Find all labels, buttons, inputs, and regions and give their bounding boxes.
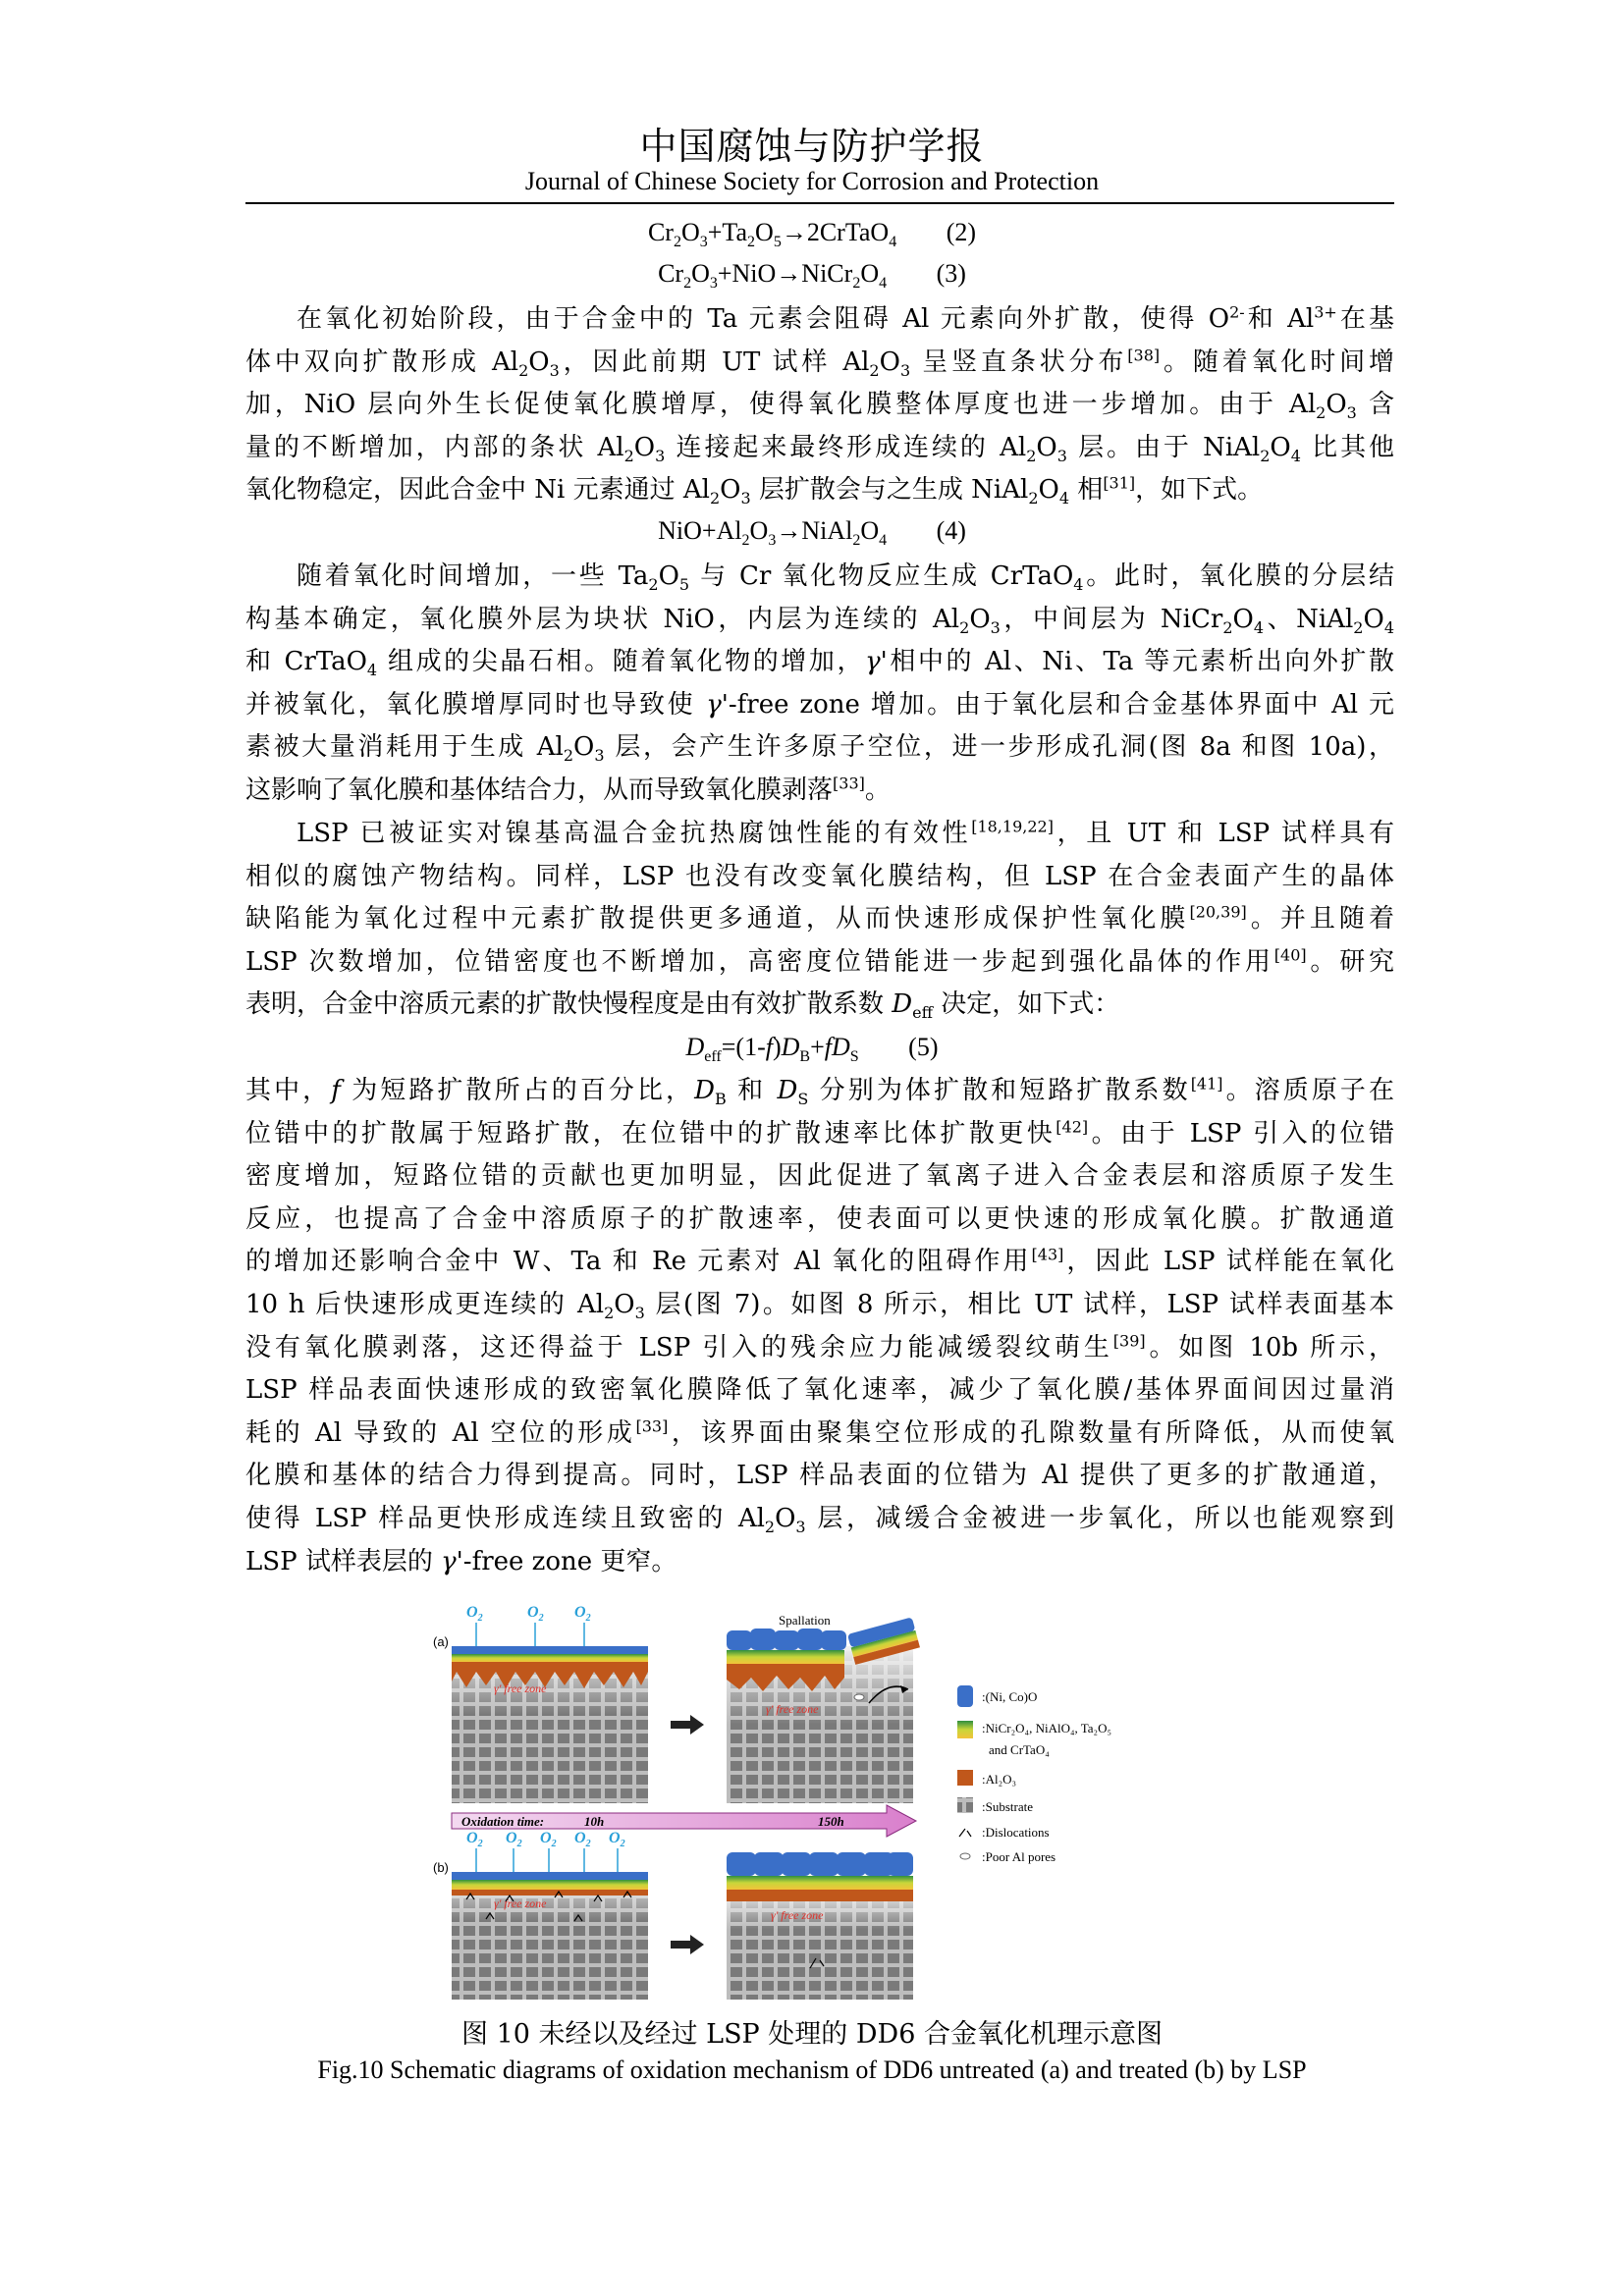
- legend-spinel-swatch: [957, 1721, 973, 1738]
- equation-4: $NiO+Al_2O_3\to NiAl_2O_4$ (4): [658, 516, 966, 550]
- svg-text:O2: $O_2$: [540, 1830, 557, 1849]
- spallation-label: Spallation: [779, 1613, 831, 1628]
- gamma-free-zone-label-b2: γ' free zone: [771, 1908, 824, 1922]
- equation-5-number: (5): [908, 1033, 939, 1061]
- journal-title-en: Journal of Chinese Society for Corrosion and Protection: [524, 167, 1100, 195]
- gamma-free-zone-label-a2: γ' free zone: [766, 1702, 819, 1716]
- legend-nico-swatch: [957, 1685, 973, 1707]
- o2-label: $O_2$: [574, 1604, 591, 1624]
- equation-2: $Cr_2O_3+Ta_2O_5\to 2CrTaO_4$ (2): [647, 218, 977, 251]
- figure-10-diagram: [433, 1595, 1193, 2002]
- figure-caption-cn: 图 10 未经以及经过 LSP 处理的 DD6 合金氧化机理示意图: [461, 2019, 1163, 2050]
- oxidation-time-arrow: [452, 1805, 916, 1837]
- legend-spinel-1: :NiCr₂O₄, NiAlO₄, Ta₂O₅: [982, 1721, 1112, 1735]
- figure-caption-en: Fig.10 Schematic diagrams of oxidation mechanism of DD6 untreated (a) and treated (b) by LSP: [317, 2056, 1307, 2084]
- legend-dislocations: :Dislocations: [982, 1825, 1050, 1840]
- transition-arrow-a: [671, 1715, 704, 1735]
- svg-text:O2: $O_2$: [506, 1830, 522, 1849]
- svg-text:O2: $O_2$: [466, 1830, 483, 1849]
- equation-5: $D_{eff}=(1-f)D_B+fD_S$ (5): [685, 1033, 939, 1066]
- svg-text:O2: $O_2$: [574, 1830, 591, 1849]
- panel-b-label: (b): [433, 1860, 449, 1875]
- panel-a-10h: [452, 1604, 648, 1803]
- equation-2-number: (2): [946, 218, 977, 246]
- gamma-free-zone-label-a1: γ' free zone: [494, 1682, 547, 1695]
- paragraph-3: LSP 已被证实对镍基高温合金抗热腐蚀性能的有效性[18,19,22]，且 UT 和 LSP 试样具有 相似的腐蚀产物结构。同样，LSP 也没有改变氧化膜结构，但 LSP 在合金表面产生的晶体 缺陷能为氧化过程中元素扩散提供更多通道，从而快速形成保护性氧化膜[20,39]。并且随着 LSP 次数增加，位错密度也不断增加，高密度位错能进一步起到强化晶体的作用[40]。研究 表明，合金中溶质元素的扩散快慢程度是由有效扩散系数 $D_{eff}$ 决定，如下式：: [245, 817, 1394, 1023]
- transition-arrow-b: [671, 1935, 704, 1954]
- pore-icon: [960, 1853, 970, 1859]
- panel-b-150h: [727, 1852, 913, 2000]
- panel-a-150h: [727, 1613, 920, 1803]
- o2-label: $O_2$: [527, 1604, 544, 1624]
- time-end-label: 150h: [818, 1814, 844, 1829]
- journal-title-cn: 中国腐蚀与防护学报: [639, 125, 985, 168]
- paragraph-4: 其中，f 为短路扩散所占的百分比，$D_B$ 和 $D_S$ 分别为体扩散和短路扩散系数[41]。溶质原子在 位错中的扩散属于短路扩散，在位错中的扩散速率比体扩散更快[42]。由于 LSP 引入的位错 密度增加，短路位错的贡献也更加明显，因此促进了氧离子进入合金表层和溶质原子发生 反应，也提高了合金中溶质原子的扩散速率，使表面可以更快速的形成氧化膜。扩散通道 的增加还影响合金中 W、Ta 和 Re 元素对 Al 氧化的阻碍作用[43]，因此 LSP 试样能在氧化 10 h 后快速形成更连续的 $Al_2O_3$ 层(图 7)。如图 8 所示，相比 UT 试样，LSP 试样表面基本 没有氧化膜剥落，这还得益于 LSP 引入的残余应力能减缓裂纹萌生[39]。如图 10b 所示， LSP 样品表面快速形成的致密氧化膜降低了氧化速率，减少了氧化膜/基体界面间因过量消 耗的 Al 导致的 Al 空位的形成[33]，该界面由聚集空位形成的孔隙数量有所降低，从而使氧 化膜和基体的结合力得到提高。同时，LSP 样品表面的位错为 Al 提供了更多的扩散通道， 使得 LSP 样品更快形成连续且致密的 $Al_2O_3$ 层，减缓合金被进一步氧化，所以也能观察到 LSP 试样表层的 γ'-free zone 更窄。: [245, 1074, 1394, 1576]
- equation-3-number: (3): [936, 259, 966, 288]
- panel-a-label: (a): [433, 1634, 449, 1649]
- gamma-free-zone-label-b1: γ' free zone: [494, 1896, 547, 1910]
- legend-substrate-swatch: [957, 1797, 973, 1813]
- dislocation-icon: [959, 1829, 971, 1837]
- paragraph-2: 随着氧化时间增加，一些 $Ta_2O_5$ 与 Cr 氧化物反应生成 CrTaO$_4$。此时，氧化膜的分层结 构基本确定，氧化膜外层为块状 NiO，内层为连续的 $Al_2O_3$，中间层为 $NiCr_2O_4$、$NiAl_2O_4$ 和 CrTaO$_4$ 组成的尖晶石相。随着氧化物的增加，γ'相中的 Al、Ni、Ta 等元素析出向外扩散 并被氧化，氧化膜增厚同时也导致使 γ'-free zone 增加。由于氧化层和合金基体界面中 Al 元 素被大量消耗用于生成 $Al_2O_3$ 层，会产生许多原子空位，进一步形成孔洞(图 8a 和图 10a)， 这影响了氧化膜和基体结合力，从而导致氧化膜剥落[33]。: [245, 561, 1395, 805]
- figure-10: [433, 1595, 1193, 2002]
- legend-al2o3-swatch: [957, 1770, 973, 1786]
- equation-4-number: (4): [936, 516, 966, 545]
- svg-text:O2: $O_2$: [609, 1830, 625, 1849]
- equation-3: $Cr_2O_3+NiO\to NiCr_2O_4$ (3): [658, 259, 966, 293]
- legend-pores: :Poor Al pores: [982, 1849, 1056, 1864]
- time-start-label: 10h: [584, 1814, 605, 1829]
- panel-b-10h: [452, 1830, 648, 2000]
- figure-legend: [957, 1685, 1111, 1864]
- header-rule: [245, 202, 1394, 204]
- o2-label: $O_2$: [466, 1604, 483, 1624]
- legend-al2o3: :Al₂O₃: [982, 1772, 1017, 1787]
- paragraph-1: 在氧化初始阶段，由于合金中的 Ta 元素会阻碍 Al 元素向外扩散，使得 $O^{2-}$和 $Al^{3+}$在基 体中双向扩散形成 $Al_2O_3$，因此前期 UT 试样 $Al_2O_3$ 呈竖直条状分布[38]。随着氧化时间增 加，NiO 层向外生长促使氧化膜增厚，使得氧化膜整体厚度也进一步增加。由于 $Al_2O_3$ 含 量的不断增加，内部的条状 $Al_2O_3$ 连接起来最终形成连续的 $Al_2O_3$ 层。由于 $NiAl_2O_4$ 比其他 氧化物稳定，因此合金中 Ni 元素通过 $Al_2O_3$ 层扩散会与之生成 $NiAl_2O_4$ 相[31]，如下式。: [245, 302, 1395, 508]
- legend-nico: :(Ni, Co)O: [982, 1689, 1038, 1704]
- legend-spinel-2: and CrTaO₄: [989, 1742, 1050, 1757]
- oxidation-time-label: Oxidation time:: [461, 1814, 545, 1829]
- legend-substrate: :Substrate: [982, 1799, 1033, 1814]
